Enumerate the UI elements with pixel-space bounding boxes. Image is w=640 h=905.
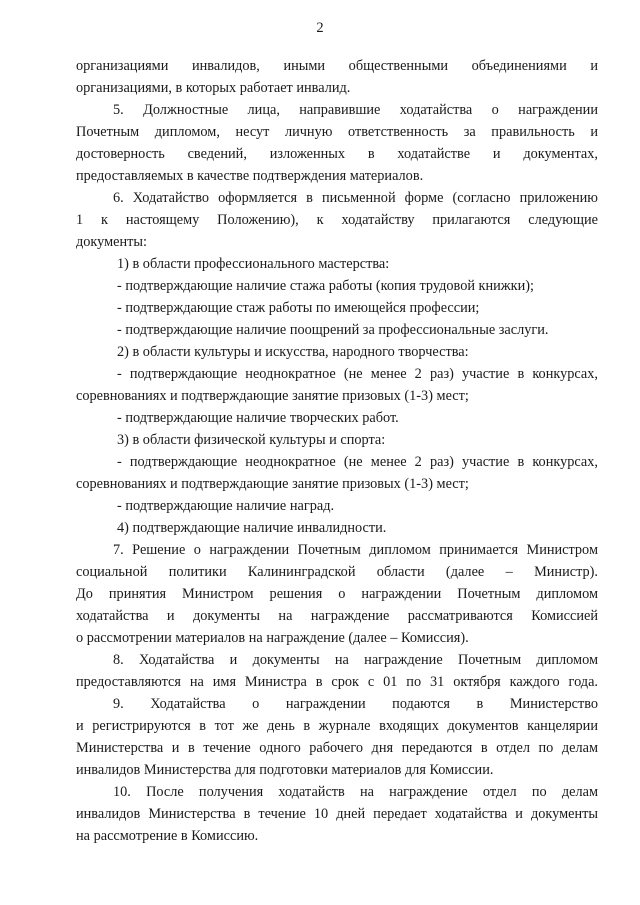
list-item: - подтверждающие стаж работы по имеющейся профессии; — [117, 300, 480, 316]
list-item: - подтверждающие неоднократное (не менее 2 раз) участие в конкурсах, — [117, 366, 598, 382]
list-heading: 2) в области культуры и искусства, народного творчества: — [117, 344, 469, 360]
paragraph-9-start: 9. Ходатайства о награждении подаются в Министерство — [113, 696, 598, 712]
list-heading: 4) подтверждающие наличие инвалидности. — [117, 520, 387, 536]
text-line: о рассмотрении материалов на награждение (далее – Комиссия). — [76, 630, 469, 646]
text-line: До принятия Министром решения о награждении Почетным дипломом — [76, 586, 598, 602]
list-item: - подтверждающие наличие стажа работы (копия трудовой книжки); — [117, 278, 535, 294]
list-item: - подтверждающие наличие поощрений за профессиональные заслуги. — [117, 322, 549, 338]
text-line: предоставляемых в качестве подтверждения материалов. — [76, 168, 424, 184]
text-line: предоставляются на имя Министра в срок с 01 по 31 октября каждого года. — [76, 674, 598, 690]
list-item: - подтверждающие наличие творческих работ. — [117, 410, 399, 426]
text-line: 1 к настоящему Положению), к ходатайству прилагаются следующие — [76, 212, 598, 228]
list-heading: 1) в области профессионального мастерства: — [117, 256, 390, 272]
text-line: документы: — [76, 234, 147, 250]
text-line: инвалидов Министерства в течение 10 дней передает ходатайства и документы — [76, 806, 598, 822]
text-line: инвалидов Министерства для подготовки материалов для Комиссии. — [76, 762, 494, 778]
text-line: на рассмотрение в Комиссию. — [76, 828, 259, 844]
paragraph-6-start: 6. Ходатайство оформляется в письменной форме (согласно приложению — [113, 190, 598, 206]
text-line: Министерства и в течение одного рабочего дня передаются в отдел по делам — [76, 740, 598, 756]
page-number: 2 — [316, 20, 324, 36]
text-line: соревнованиях и подтверждающие занятие призовых (1-3) мест; — [76, 388, 469, 404]
list-item: - подтверждающие наличие наград. — [117, 498, 335, 514]
text-line: организациями, в которых работает инвалид. — [76, 80, 351, 96]
list-item: - подтверждающие неоднократное (не менее 2 раз) участие в конкурсах, — [117, 454, 598, 470]
text-line: Почетным дипломом, несут личную ответственность за правильность и — [76, 124, 598, 140]
list-heading: 3) в области физической культуры и спорта: — [117, 432, 386, 448]
paragraph-8-start: 8. Ходатайства и документы на награждение Почетным дипломом — [113, 652, 598, 668]
text-line: организациями инвалидов, иными общественными объединениями и — [76, 58, 598, 74]
text-line: социальной политики Калининградской области (далее – Министр). — [76, 564, 598, 580]
text-line: соревнованиях и подтверждающие занятие призовых (1-3) мест; — [76, 476, 469, 492]
paragraph-7-start: 7. Решение о награждении Почетным дипломом принимается Министром — [113, 542, 598, 558]
paragraph-5-start: 5. Должностные лица, направившие ходатайства о награждении — [113, 102, 598, 118]
text-line: и регистрируются в тот же день в журнале входящих документов канцелярии — [76, 718, 598, 734]
paragraph-10-start: 10. После получения ходатайств на награждение отдел по делам — [113, 784, 598, 800]
text-line: ходатайства и документы на награждение рассматриваются Комиссией — [76, 608, 598, 624]
text-line: достоверность сведений, изложенных в ходатайстве и документах, — [76, 146, 598, 162]
